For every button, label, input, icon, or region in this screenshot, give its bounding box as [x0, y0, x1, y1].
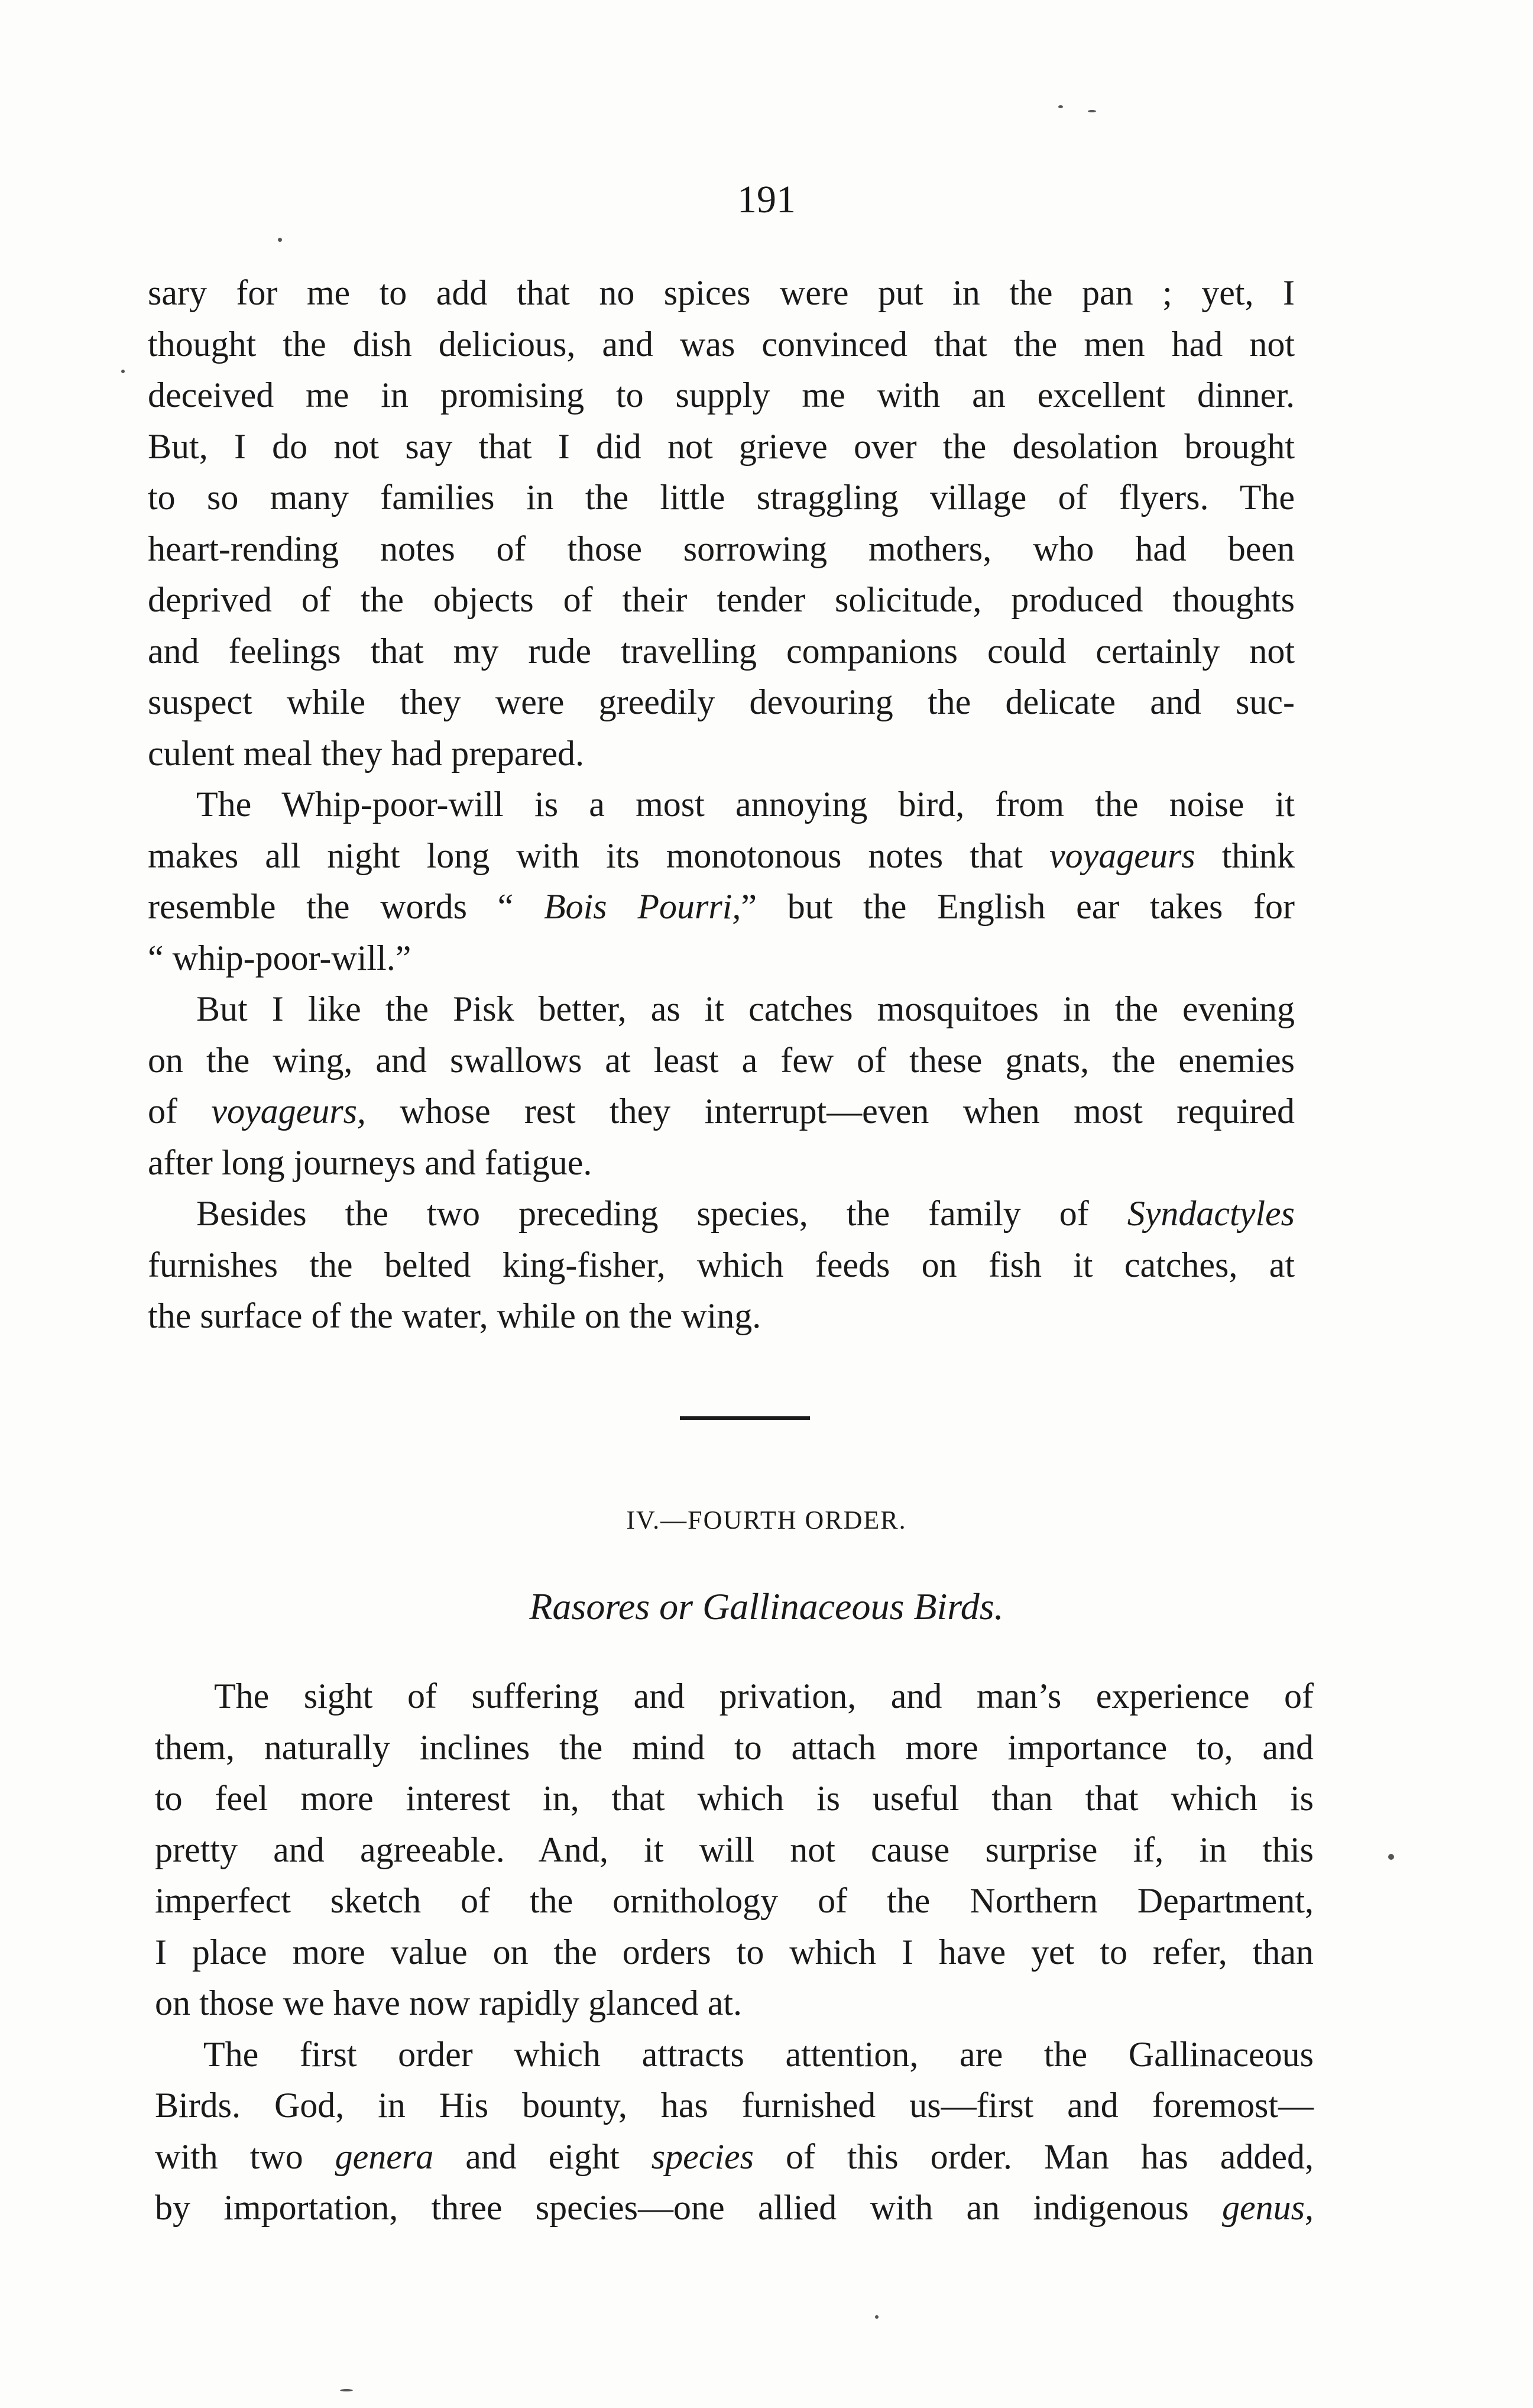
text-line: “ whip-poor-will.” — [148, 938, 411, 978]
text-line: them, naturally inclines the mind to attach more importance to, and — [155, 1727, 1314, 1767]
text-line: But, I do not say that I did not grieve over the desolation brought — [148, 426, 1295, 466]
text-line: and feelings that my rude travelling companions could certainly not — [148, 631, 1295, 671]
text-line: heart-rending notes of those sorrowing mothers, who had been — [148, 529, 1295, 568]
scan-speck — [1088, 110, 1096, 112]
text-line: The first order which attracts attention, are the Gallinaceous — [203, 2034, 1314, 2074]
section-divider — [680, 1416, 810, 1420]
text-line: with two genera and eight species of this order. Man has added, — [155, 2137, 1314, 2176]
text-line: the surface of the water, while on the wing. — [148, 1296, 761, 1335]
section-body — [155, 1671, 1314, 2234]
text-line: Birds. God, in His bounty, has furnished us—first and foremost— — [155, 2086, 1314, 2125]
text-line: imperfect sketch of the ornithology of the Northern Department, — [155, 1881, 1314, 1920]
scan-speck — [340, 2389, 353, 2391]
text-line: after long journeys and fatigue. — [148, 1142, 592, 1182]
text-line: to feel more interest in, that which is useful than that which is — [155, 1779, 1314, 1818]
text-line: deprived of the objects of their tender solicitude, produced thoughts — [148, 580, 1295, 619]
text-line: makes all night long with its monotonous notes that voyageurs think — [148, 836, 1295, 875]
text-line: The sight of suffering and privation, and man’s experience of — [214, 1676, 1314, 1716]
scan-speck — [121, 370, 125, 373]
text-line: on those we have now rapidly glanced at. — [155, 1983, 743, 2022]
scan-speck — [1388, 1854, 1394, 1860]
text-line: sary for me to add that no spices were put in the pan ; yet, I — [148, 273, 1295, 312]
paragraph-continuation — [148, 267, 1295, 1342]
text-line: to so many families in the little straggling village of flyers. The — [148, 478, 1295, 517]
text-line: The Whip-poor-will is a most annoying bird, from the noise it — [196, 785, 1295, 824]
section-heading: IV.—FOURTH ORDER. — [626, 1506, 907, 1535]
text-line: furnishes the belted king-fisher, which feeds on fish it catches, at — [148, 1245, 1295, 1284]
text-line: suspect while they were greedily devouring the delicate and suc- — [148, 682, 1295, 721]
text-line: of voyageurs, whose rest they interrupt—even when most required — [148, 1092, 1295, 1131]
text-line: deceived me in promising to supply me with an excellent dinner. — [148, 376, 1295, 415]
text-line: Besides the two preceding species, the family of Syndactyles — [196, 1194, 1295, 1233]
section-subheading: Rasores or Gallinaceous Birds. — [529, 1585, 1004, 1627]
text-line: resemble the words “ Bois Pourri,” but the English ear takes for — [148, 887, 1295, 926]
text-line: But I like the Pisk better, as it catches mosquitoes in the evening — [196, 989, 1295, 1028]
text-line: I place more value on the orders to which I have yet to refer, than — [155, 1932, 1314, 1972]
text-line: thought the dish delicious, and was convinced that the men had not — [148, 324, 1295, 364]
scan-speck — [875, 2315, 879, 2319]
scan-speck — [1058, 105, 1063, 108]
text-line: culent meal they had prepared. — [148, 733, 584, 773]
text-line: pretty and agreeable. And, it will not cause surprise if, in this — [155, 1830, 1314, 1869]
text-line: by importation, three species—one allied with an indigenous genus, — [155, 2188, 1314, 2227]
text-line: on the wing, and swallows at least a few of these gnats, the enemies — [148, 1040, 1295, 1080]
page-number: 191 — [737, 178, 796, 221]
scan-speck — [278, 238, 282, 242]
